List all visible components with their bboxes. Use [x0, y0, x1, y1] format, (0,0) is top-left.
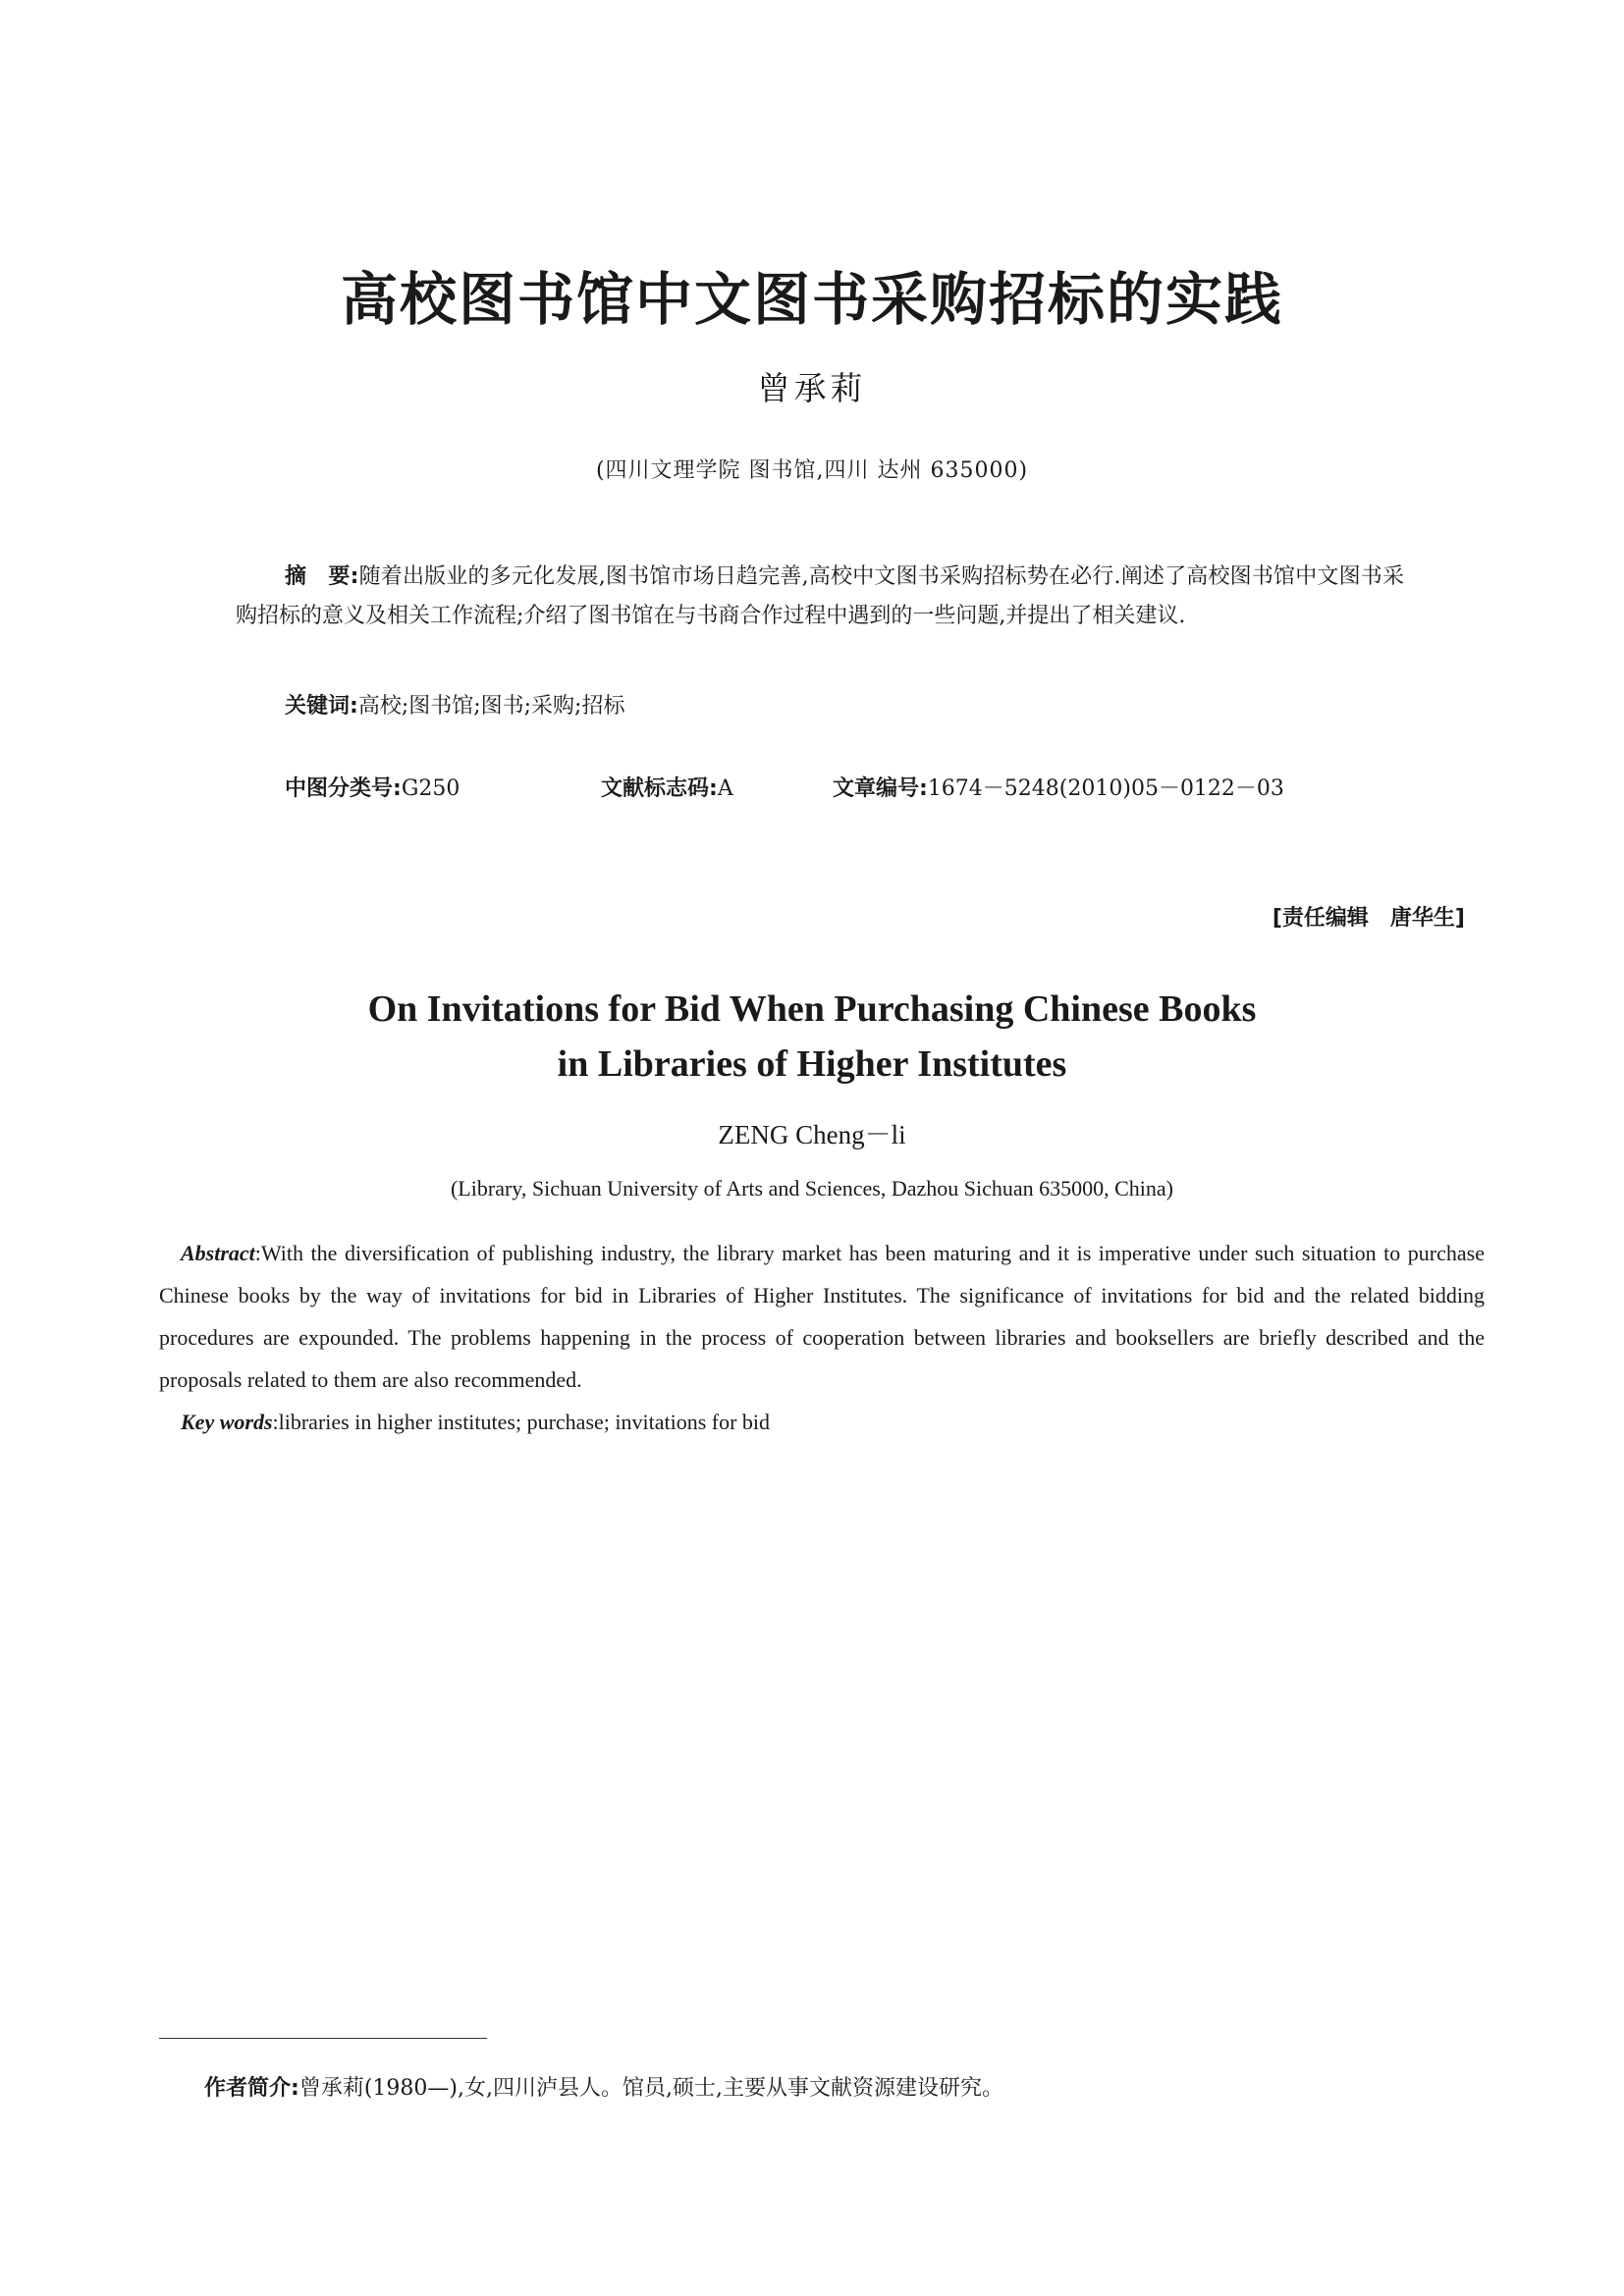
keywords-en: [181, 1401, 770, 1443]
clc-label: 中图分类号:: [285, 776, 402, 801]
author-en: ZENG Cheng－li: [718, 1120, 906, 1149]
abstract-en: [159, 1232, 1485, 1401]
abstract-en-sep: :: [254, 1241, 261, 1265]
footnote-label: 作者简介:: [204, 2076, 299, 2101]
doc-code-label: 文献标志码:: [601, 776, 718, 801]
article-no-label: 文章编号:: [833, 776, 928, 801]
affiliation-cn: (四川文理学院 图书馆,四川 达州 635000): [595, 458, 1029, 483]
title-cn: 高校图书馆中文图书采购招标的实践: [340, 266, 1283, 333]
keywords-en-text: libraries in higher institutes; purchase; invitations for bid: [278, 1410, 771, 1434]
footnote-divider: [159, 2038, 487, 2039]
article-no-value: 1674－5248(2010)05－0122－03: [927, 776, 1284, 801]
clc-value: G250: [401, 776, 460, 801]
keywords-cn: [285, 687, 624, 726]
abstract-en-label: Abstract: [181, 1241, 255, 1265]
affiliation-en: (Library, Sichuan University of Arts and Sciences, Dazhou Sichuan 635000, China): [450, 1176, 1174, 1201]
article-number: [833, 772, 1284, 802]
document-code: [601, 772, 733, 802]
author-footnote: [204, 2071, 1003, 2102]
abstract-en-text: With the diversification of publishing industry, the library market has been maturing and it is imperative under such situation to purchase Chinese books by the way of invitations for bid in Libraries of Higher Institutes. The significance of invitations for bid and the related bidding procedures are expounded. The problems happening in the process of cooperation between libraries and booksellers are briefly described and the proposals related to them are also recommended.: [159, 1241, 1485, 1392]
abstract-cn: [236, 558, 1404, 636]
abstract-cn-label: 摘 要:: [285, 564, 359, 589]
keywords-en-label: Key words: [181, 1410, 273, 1434]
footnote-text: 曾承莉(1980—),女,四川泸县人。馆员,硕士,主要从事文献资源建设研究。: [298, 2076, 1003, 2101]
responsible-editor: [责任编辑 唐华生]: [1272, 906, 1465, 931]
keywords-cn-label: 关键词:: [285, 694, 358, 719]
abstract-cn-text: 随着出版业的多元化发展,图书馆市场日趋完善,高校中文图书采购招标势在必行.阐述了高校图书馆中文图书采购招标的意义及相关工作流程;介绍了图书馆在与书商合作过程中遇到的一些问题,并提出了相关建议.: [236, 564, 1404, 628]
title-en-line2: in Libraries of Higher Institutes: [557, 1043, 1067, 1085]
author-cn: 曾承莉: [757, 369, 867, 407]
clc-number: [285, 772, 460, 802]
keywords-en-sep: :: [272, 1410, 279, 1434]
doc-code-value: A: [717, 776, 733, 801]
title-en-line1: On Invitations for Bid When Purchasing Chinese Books: [367, 988, 1257, 1030]
keywords-cn-text: 高校;图书馆;图书;采购;招标: [357, 694, 625, 719]
title-en: [0, 982, 1624, 1092]
